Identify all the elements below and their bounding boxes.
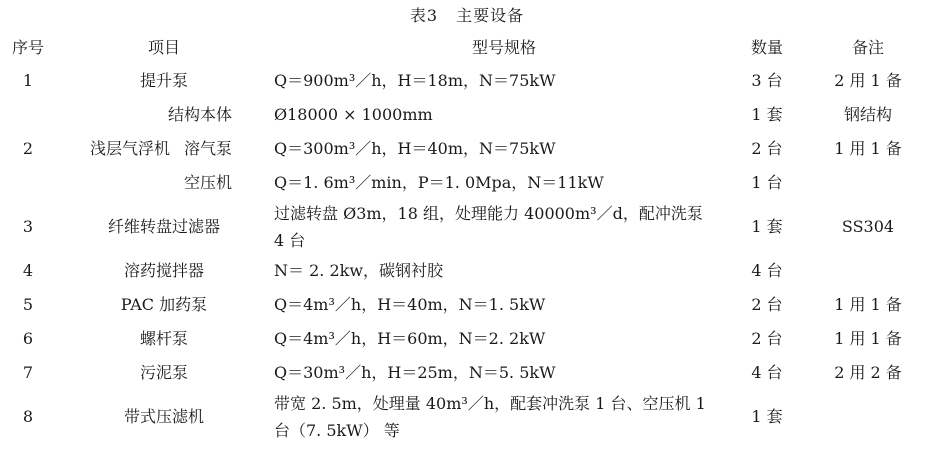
cell-item: 带式压滤机	[123, 407, 204, 426]
cell-no: 7	[22, 363, 34, 382]
cell-item: 浅层气浮机	[89, 139, 170, 158]
cell-no: 3	[22, 217, 34, 236]
cell-note: 2 用 1 备	[834, 71, 902, 90]
header-item: 项目	[147, 38, 180, 57]
cell-no	[0, 98, 56, 132]
cell-no: 2	[22, 139, 34, 158]
cell-spec: Q＝1. 6m³／min，P＝1. 0Mpa，N＝11kW	[274, 173, 604, 192]
cell-qty: 1 台	[751, 173, 783, 192]
cell-qty: 3 台	[751, 71, 783, 90]
cell-subitem: 溶气泵	[184, 139, 233, 158]
cell-spec: Q＝4m³／h，H＝60m，N＝2. 2kW	[274, 329, 546, 348]
cell-qty: 2 台	[751, 329, 783, 348]
cell-spec: Q＝300m³／h，H＝40m，N＝75kW	[274, 139, 556, 158]
header-no: 序号	[11, 38, 44, 57]
table-row	[0, 390, 934, 444]
cell-item: 溶药搅拌器	[123, 261, 204, 280]
table-row	[0, 322, 934, 356]
cell-spec: Q＝4m³／h，H＝40m，N＝1. 5kW	[274, 295, 546, 314]
table-row	[0, 254, 934, 288]
cell-qty: 1 套	[751, 407, 783, 426]
cell-no	[0, 166, 56, 200]
cell-no: 4	[22, 261, 34, 280]
cell-qty: 4 台	[751, 261, 783, 280]
cell-spec: Q＝30m³／h，H＝25m，N＝5. 5kW	[274, 363, 556, 382]
cell-item: 螺杆泵	[139, 329, 188, 348]
cell-note: SS304	[841, 217, 895, 236]
table-caption	[0, 3, 934, 26]
cell-no: 8	[22, 407, 34, 426]
cell-spec: N＝ 2. 2kw，碳钢衬胶	[274, 261, 444, 280]
cell-item: 污泥泵	[139, 363, 188, 382]
cell-item: 空压机	[184, 173, 233, 192]
table-row	[0, 288, 934, 322]
caption-label: 表3	[409, 6, 439, 25]
cell-spec: Q＝900m³／h，H＝18m，N＝75kW	[274, 71, 556, 90]
header-qty: 数量	[750, 38, 783, 57]
cell-item: 纤维转盘过滤器	[107, 217, 220, 236]
table-row	[0, 64, 934, 98]
cell-qty: 4 台	[751, 363, 783, 382]
cell-no: 1	[22, 71, 34, 90]
table-row	[0, 132, 934, 166]
caption-title: 主要设备	[456, 6, 525, 25]
cell-note	[800, 254, 934, 288]
cell-note	[800, 390, 934, 444]
cell-qty: 2 台	[751, 295, 783, 314]
cell-no: 5	[22, 295, 34, 314]
cell-item: 结构本体	[168, 105, 233, 124]
cell-item: PAC 加药泵	[120, 295, 208, 314]
header-note: 备注	[851, 38, 884, 57]
cell-qty: 1 套	[751, 105, 783, 124]
cell-qty: 1 套	[751, 217, 783, 236]
cell-no: 6	[22, 329, 34, 348]
cell-spec: 过滤转盘 Ø3m，18 组，处理能力 40000m³／d，配冲洗泵 4 台	[274, 204, 703, 250]
cell-spec: Ø18000 × 1000mm	[274, 105, 433, 124]
equipment-table	[0, 32, 934, 444]
header-spec: 型号规格	[471, 38, 536, 57]
table-row	[0, 98, 934, 132]
cell-note: 1 用 1 备	[834, 139, 902, 158]
cell-note	[800, 166, 934, 200]
table-row	[0, 166, 934, 200]
cell-note: 钢结构	[843, 105, 892, 124]
table-row	[0, 356, 934, 390]
cell-note: 1 用 1 备	[834, 329, 902, 348]
cell-note: 1 用 1 备	[834, 295, 902, 314]
cell-item: 提升泵	[139, 71, 188, 90]
table-header-row	[0, 32, 934, 64]
cell-note: 2 用 2 备	[834, 363, 902, 382]
table-row	[0, 200, 934, 254]
cell-qty: 2 台	[751, 139, 783, 158]
cell-spec: 带宽 2. 5m，处理量 40m³／h，配套冲洗泵 1 台、空压机 1 台（7. 5kW） 等	[274, 394, 706, 440]
